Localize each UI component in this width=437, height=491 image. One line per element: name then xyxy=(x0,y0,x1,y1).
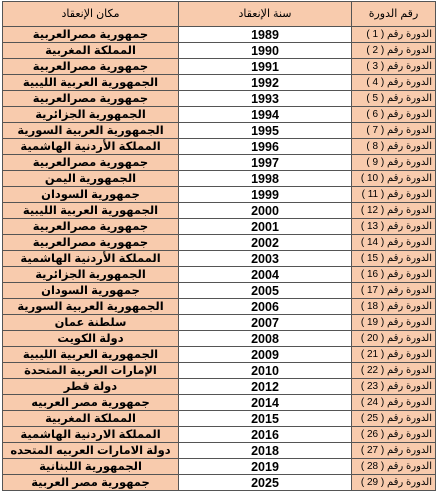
year-cell: 2001 xyxy=(179,219,352,235)
year-cell: 1996 xyxy=(179,139,352,155)
table-row xyxy=(3,331,436,347)
place-cell: جمهورية مصرالعربية xyxy=(3,91,179,107)
header-year: سنة الإنعقاد xyxy=(179,2,352,27)
place-cell: الجمهورية العربية السورية xyxy=(3,299,179,315)
place-cell: المملكة المغربية xyxy=(3,43,179,59)
table-row xyxy=(3,235,436,251)
place-cell: الجمهورية العربية الليبية xyxy=(3,203,179,219)
table-row xyxy=(3,91,436,107)
place-cell: جمهورية السودان xyxy=(3,187,179,203)
table-row xyxy=(3,187,436,203)
year-cell: 1989 xyxy=(179,27,352,43)
place-cell: جمهورية مصرالعربية xyxy=(3,155,179,171)
place-cell: دولة الامارات العربيه المتحده xyxy=(3,443,179,459)
year-cell: 2015 xyxy=(179,411,352,427)
place-cell: الجمهورية العربية الليبية xyxy=(3,75,179,91)
table-row xyxy=(3,75,436,91)
session-cell: الدورة رقم ( 20 ) xyxy=(352,331,436,347)
table-row xyxy=(3,27,436,43)
place-cell: المملكة الأردنية الهاشمية xyxy=(3,251,179,267)
table-row xyxy=(3,379,436,395)
place-cell: جمهورية مصر العربية xyxy=(3,475,179,491)
session-cell: الدورة رقم ( 12 ) xyxy=(352,203,436,219)
year-cell: 1998 xyxy=(179,171,352,187)
session-cell: الدورة رقم ( 28 ) xyxy=(352,459,436,475)
table-row xyxy=(3,267,436,283)
place-cell: الإمارات العربية المتحدة xyxy=(3,363,179,379)
place-cell: جمهورية مصرالعربية xyxy=(3,59,179,75)
year-cell: 2010 xyxy=(179,363,352,379)
table-row xyxy=(3,283,436,299)
year-cell: 1995 xyxy=(179,123,352,139)
place-cell: سلطنة عمان xyxy=(3,315,179,331)
place-cell: الجمهورية اللبنانية xyxy=(3,459,179,475)
session-cell: الدورة رقم ( 1 ) xyxy=(352,27,436,43)
session-cell: الدورة رقم ( 15 ) xyxy=(352,251,436,267)
year-cell: 2018 xyxy=(179,443,352,459)
header-session: رقم الدورة xyxy=(352,2,436,27)
year-cell: 2000 xyxy=(179,203,352,219)
year-cell: 1991 xyxy=(179,59,352,75)
table-row xyxy=(3,299,436,315)
table-row xyxy=(3,123,436,139)
session-cell: الدورة رقم ( 26 ) xyxy=(352,427,436,443)
header-place: مكان الإنعقاد xyxy=(3,2,179,27)
session-cell: الدورة رقم ( 16 ) xyxy=(352,267,436,283)
year-cell: 1999 xyxy=(179,187,352,203)
session-cell: الدورة رقم ( 3 ) xyxy=(352,59,436,75)
session-cell: الدورة رقم ( 6 ) xyxy=(352,107,436,123)
table-row xyxy=(3,203,436,219)
year-cell: 2008 xyxy=(179,331,352,347)
year-cell: 2019 xyxy=(179,459,352,475)
year-cell: 2006 xyxy=(179,299,352,315)
table-row xyxy=(3,43,436,59)
place-cell: دولة الكويت xyxy=(3,331,179,347)
session-cell: الدورة رقم ( 13 ) xyxy=(352,219,436,235)
table-row xyxy=(3,427,436,443)
session-cell: الدورة رقم ( 9 ) xyxy=(352,155,436,171)
session-cell: الدورة رقم ( 7 ) xyxy=(352,123,436,139)
session-cell: الدورة رقم ( 19 ) xyxy=(352,315,436,331)
place-cell: الجمهورية العربية الليبية xyxy=(3,347,179,363)
place-cell: دولة قطر xyxy=(3,379,179,395)
table-row xyxy=(3,139,436,155)
table-row xyxy=(3,155,436,171)
place-cell: جمهورية السودان xyxy=(3,283,179,299)
header-row xyxy=(3,2,436,27)
session-cell: الدورة رقم ( 22 ) xyxy=(352,363,436,379)
table-row xyxy=(3,395,436,411)
place-cell: جمهورية مصر العربيه xyxy=(3,395,179,411)
table-row xyxy=(3,363,436,379)
session-cell: الدورة رقم ( 2 ) xyxy=(352,43,436,59)
session-cell: الدورة رقم ( 5 ) xyxy=(352,91,436,107)
place-cell: جمهورية مصرالعربية xyxy=(3,219,179,235)
table-row xyxy=(3,443,436,459)
year-cell: 1994 xyxy=(179,107,352,123)
year-cell: 2016 xyxy=(179,427,352,443)
table-row xyxy=(3,411,436,427)
session-cell: الدورة رقم ( 10 ) xyxy=(352,171,436,187)
year-cell: 2007 xyxy=(179,315,352,331)
table-row xyxy=(3,107,436,123)
place-cell: المملكة المغربية xyxy=(3,411,179,427)
place-cell: الجمهورية العربية السورية xyxy=(3,123,179,139)
table-row xyxy=(3,347,436,363)
year-cell: 2005 xyxy=(179,283,352,299)
session-cell: الدورة رقم ( 17 ) xyxy=(352,283,436,299)
session-cell: الدورة رقم ( 8 ) xyxy=(352,139,436,155)
session-cell: الدورة رقم ( 11 ) xyxy=(352,187,436,203)
session-cell: الدورة رقم ( 27 ) xyxy=(352,443,436,459)
table-row xyxy=(3,171,436,187)
table-row xyxy=(3,475,436,491)
year-cell: 1992 xyxy=(179,75,352,91)
year-cell: 1993 xyxy=(179,91,352,107)
year-cell: 1997 xyxy=(179,155,352,171)
session-cell: الدورة رقم ( 21 ) xyxy=(352,347,436,363)
session-cell: الدورة رقم ( 4 ) xyxy=(352,75,436,91)
session-cell: الدورة رقم ( 29 ) xyxy=(352,475,436,491)
table-row xyxy=(3,315,436,331)
place-cell: الجمهورية الجزائرية xyxy=(3,107,179,123)
place-cell: المملكة الاردنية الهاشمية xyxy=(3,427,179,443)
table-row xyxy=(3,59,436,75)
place-cell: الجمهورية الجزائرية xyxy=(3,267,179,283)
year-cell: 2002 xyxy=(179,235,352,251)
session-cell: الدورة رقم ( 25 ) xyxy=(352,411,436,427)
year-cell: 2014 xyxy=(179,395,352,411)
session-cell: الدورة رقم ( 18 ) xyxy=(352,299,436,315)
sessions-table xyxy=(2,1,436,491)
session-cell: الدورة رقم ( 14 ) xyxy=(352,235,436,251)
table-row xyxy=(3,219,436,235)
place-cell: الجمهورية اليمن xyxy=(3,171,179,187)
place-cell: جمهورية مصرالعربية xyxy=(3,27,179,43)
place-cell: جمهورية مصرالعربية xyxy=(3,235,179,251)
session-cell: الدورة رقم ( 23 ) xyxy=(352,379,436,395)
table-row xyxy=(3,251,436,267)
year-cell: 1990 xyxy=(179,43,352,59)
year-cell: 2004 xyxy=(179,267,352,283)
year-cell: 2009 xyxy=(179,347,352,363)
year-cell: 2003 xyxy=(179,251,352,267)
year-cell: 2012 xyxy=(179,379,352,395)
year-cell: 2025 xyxy=(179,475,352,491)
place-cell: المملكة الأردنية الهاشمية xyxy=(3,139,179,155)
session-cell: الدورة رقم ( 24 ) xyxy=(352,395,436,411)
table-row xyxy=(3,459,436,475)
